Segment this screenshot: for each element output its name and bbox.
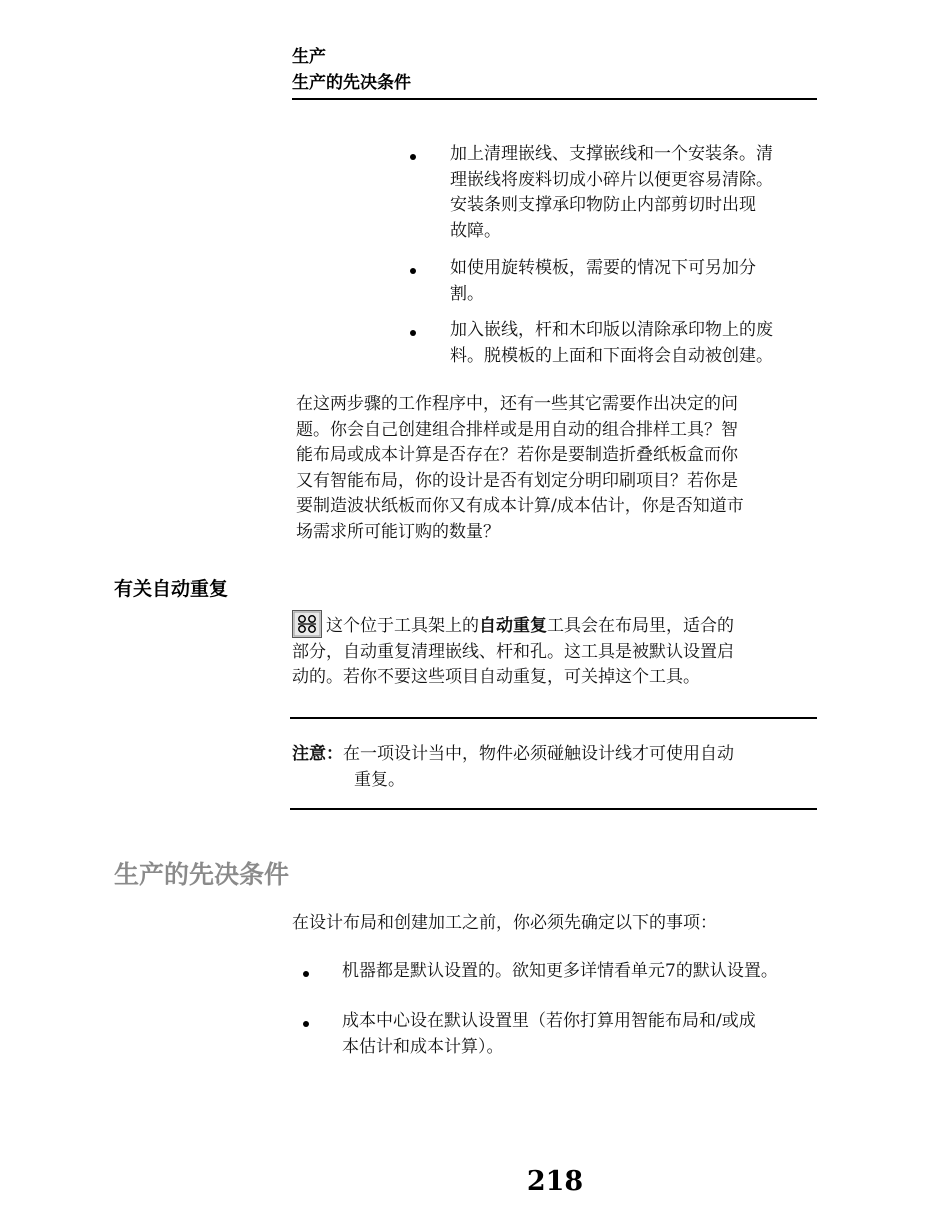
text-line: 如使用旋转模板，需要的情况下可另加分 (450, 258, 756, 278)
bullet-text (342, 959, 842, 985)
text-line: 要制造波状纸板而你又有成本计算/成本估计，你是否知道市 (296, 496, 744, 516)
text-line (292, 742, 832, 768)
header-rule (292, 98, 817, 100)
note-top-rule (290, 717, 817, 719)
note-label: 注意： (292, 744, 343, 764)
text-span: 工具会在布局里，适合的 (547, 616, 734, 636)
bullet-icon (410, 154, 416, 160)
autorepeat-tool-icon (292, 610, 322, 638)
bullet-text (450, 318, 840, 369)
note (292, 742, 832, 793)
text-line: 部分，自动重复清理嵌线、杆和孔。这工具是被默认设置启 (292, 641, 734, 662)
text-line: 成本中心设在默认设置里（若你打算用智能布局和/或成 (342, 1011, 756, 1031)
text-line: 能布局或成本计算是否存在？若你是要制造折叠纸板盒而你 (296, 445, 738, 465)
bullet-icon (410, 330, 416, 336)
bullet-text (342, 1009, 842, 1060)
text-line: 又有智能布局，你的设计是否有划定分明印刷项目？若你是 (296, 470, 738, 491)
body-paragraph (296, 392, 836, 545)
text-line: 料。脱模板的上面和下面将会自动被创建。 (450, 345, 773, 366)
text-line (292, 610, 832, 640)
text-line: 本估计和成本计算）。 (342, 1036, 504, 1057)
text-line: 机器都是默认设置的。欲知更多详情看单元7的默认设置。 (342, 961, 778, 981)
section-heading: 生产的先决条件 (114, 860, 290, 889)
text-line: 加上清理嵌线、支撑嵌线和一个安装条。清 (450, 144, 773, 164)
bullet-icon (410, 268, 416, 274)
text-line: 加入嵌线，杆和木印版以清除承印物上的废 (450, 320, 773, 340)
text-line: 故障。 (450, 220, 501, 241)
text-line: 题。你会自己创建组合排样或是用自动的组合排样工具？智 (296, 419, 738, 440)
running-header-section: 生产的先决条件 (292, 73, 411, 93)
page-number: 218 (526, 1166, 584, 1197)
text-line: 场需求所可能订购的数量？ (296, 521, 500, 542)
bullet-icon (303, 1021, 309, 1027)
text-line: 在这两步骤的工作程序中，还有一些其它需要作出决定的问 (296, 394, 738, 414)
text-line: 动的。若你不要这些项目自动重复，可关掉这个工具。 (292, 667, 700, 687)
bullet-icon (303, 971, 309, 977)
side-heading: 有关自动重复 (114, 578, 229, 600)
text-line: 安装条则支撑承印物防止内部剪切时出现 (450, 195, 756, 215)
text-line: 理嵌线将废料切成小碎片以便更容易清除。 (450, 169, 773, 190)
text-line: 重复。 (354, 769, 405, 790)
bullet-text (450, 256, 840, 307)
bold-term: 自动重复 (479, 616, 547, 636)
bullet-text (450, 142, 840, 244)
autorepeat-paragraph (292, 610, 832, 691)
text-span: 这个位于工具架上的 (326, 616, 479, 636)
prereq-intro: 在设计布局和创建加工之前，你必须先确定以下的事项： (292, 913, 717, 933)
text-line: 割。 (450, 283, 484, 304)
note-text: 在一项设计当中，物件必须碰触设计线才可使用自动 (343, 744, 734, 764)
note-bottom-rule (290, 808, 817, 810)
running-header-chapter: 生产 (292, 47, 326, 67)
